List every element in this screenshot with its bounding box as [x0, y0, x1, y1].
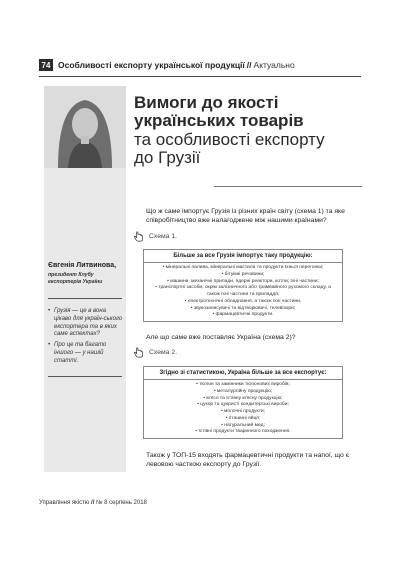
footer-separator: // — [91, 500, 95, 506]
footer-magazine: Управління якістю — [39, 500, 90, 506]
header-divider — [39, 76, 361, 77]
title-divider — [214, 186, 362, 187]
author-photo — [44, 86, 126, 168]
list-item: • звукозаписувачі та відтворювачі, телевізори; — [148, 306, 338, 313]
author-role: президент Клубу експортерів України — [48, 272, 103, 286]
list-item: • мінеральні палива, мінеральні мастила та продукти їхньої перегонки; — [148, 265, 338, 272]
header-separator: // — [246, 60, 252, 70]
hand-pointer-icon — [133, 231, 144, 242]
outro-paragraph: Також у ТОП-15 входять фармацевтичні продукти та напої, що є левовою часткою експорту до Грузії. — [146, 452, 350, 469]
scheme-2-caption: Схема 2. — [149, 349, 178, 356]
header-rubric: Актуально — [253, 60, 295, 70]
footer-issue: № 8 серпень 2018 — [96, 500, 147, 506]
sidebar-quotes — [48, 308, 124, 369]
scheme-1-box — [143, 249, 343, 322]
title-line: та особливості експорту — [134, 129, 325, 149]
title-line: Вимоги до якості — [134, 93, 279, 112]
list-item: • молочні продукти; — [148, 409, 338, 416]
list-item: • тютюн та замінники тютюнових виробів; — [148, 382, 338, 389]
sidebar-quote: • Грузія — це в вона цікаво для україн-ського експортера та в яких саме аспектах? — [48, 308, 124, 339]
list-item: • їстівні продукти тваринного походження. — [148, 429, 338, 436]
list-item: • натуральний мед; — [148, 423, 338, 430]
list-item: • пташині яйця; — [148, 416, 338, 423]
scheme-1-caption: Схема 1. — [149, 233, 178, 240]
intro-paragraph: Що ж саме імпортує Грузія із різних країн світу (схема 1) та яке співробітництво вже налагоджене між нашими країнами? — [146, 208, 345, 225]
author-name: Євгенія Литвинова, — [48, 262, 117, 269]
list-item: • машини, механічні прилади, ядерні реактори, котли; їхні частини; — [148, 279, 338, 286]
list-item: • транспортні засоби, окрім залізничного або трамвайного рухомого складу, а також їхні частини та приладдя; — [148, 285, 338, 299]
mid-paragraph: Але що саме вже поставляє Україна (схема 2)? — [146, 334, 296, 341]
scheme-1-label — [133, 231, 177, 242]
sidebar-quote: • Про це та багато іншого — у нашій статті. — [48, 342, 124, 365]
list-item: • електротехнічні обладнання, а також їхні частини, — [148, 299, 338, 306]
header-title: Особливості експорту української продукції — [58, 60, 245, 70]
hand-pointer-icon — [133, 347, 144, 358]
list-item: • м'ясо та їстівну м'ясну продукцію; — [148, 396, 338, 403]
list-item: • металургійну продукцію; — [148, 389, 338, 396]
scheme-2-list — [144, 380, 342, 439]
author-sidebar — [44, 86, 126, 472]
sidebar-divider — [48, 376, 122, 377]
scheme-2-title: Згідно зі статистикою, Україна більше за все експортує: — [144, 367, 342, 380]
scheme-2-box — [143, 366, 343, 439]
list-item: • бітумні речовини; — [148, 272, 338, 279]
page-footer — [39, 500, 147, 506]
page-header — [39, 59, 295, 71]
article-title — [134, 94, 364, 167]
page-number: 74 — [39, 59, 53, 71]
scheme-1-title: Більше за все Грузія імпортує таку продукцію: — [144, 250, 342, 263]
scheme-2-label — [133, 347, 177, 358]
title-line: до Грузії — [134, 148, 201, 168]
list-item: • цукор та цукристі кондитерські вироби; — [148, 402, 338, 409]
list-item: • фармацевтичні продукти. — [148, 312, 338, 319]
title-line: українських товарів — [134, 111, 304, 131]
scheme-1-list — [144, 263, 342, 322]
sidebar-divider — [48, 298, 122, 299]
